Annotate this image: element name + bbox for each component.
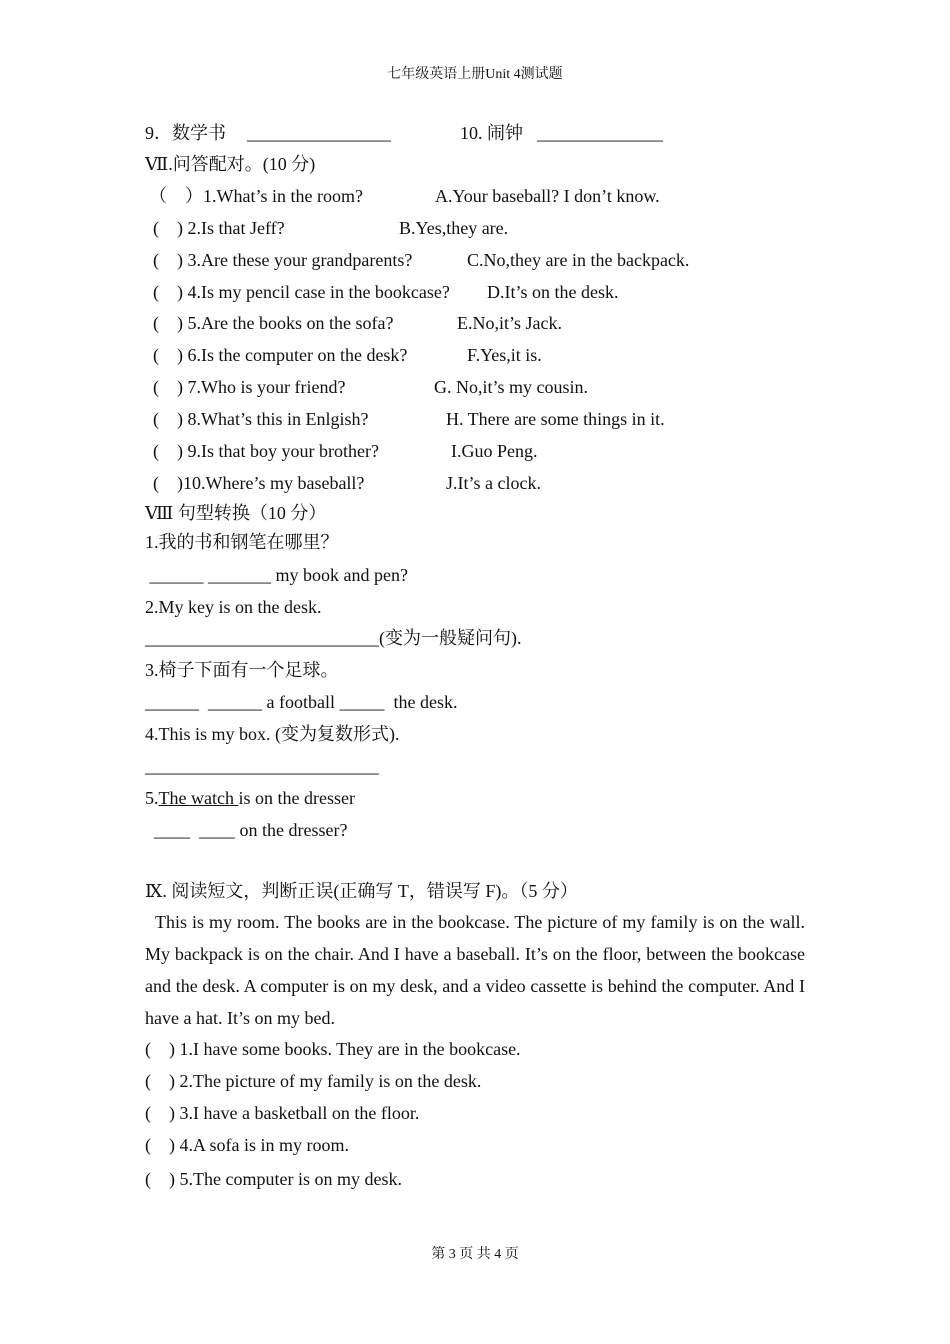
match-answer-g: G. No,it’s my cousin. [434,377,589,397]
transform-q1-answer: ______ _______ my book and pen? [145,565,408,585]
match-question-7: ( ) 7.Who is your friend? [153,377,346,397]
transform-q4: 4.This is my box. (变为复数形式). [145,724,400,744]
match-question-4: ( ) 4.Is my pencil case in the bookcase? [153,282,450,302]
match-question-8: ( ) 8.What’s this in Enlgish? [153,409,369,429]
transform-q3: 3.椅子下面有一个足球。 [145,660,339,680]
transform-q3-answer: ______ ______ a football _____ the desk. [145,692,458,712]
judge-statement-3: ( ) 3.I have a basketball on the floor. [145,1103,420,1123]
match-question-2: ( ) 2.Is that Jeff? [153,218,285,238]
match-answer-j: J.It’s a clock. [446,473,541,493]
match-answer-i: I.Guo Peng. [451,441,538,461]
transform-q5-answer: ____ ____ on the dresser? [145,820,348,840]
match-answer-e: E.No,it’s Jack. [457,313,562,333]
match-question-5: ( ) 5.Are the books on the sofa? [153,313,394,333]
section-7-title: Ⅶ.问答配对。(10 分) [145,154,316,174]
match-question-1: （ ）1.What’s in the room? [149,186,363,206]
transform-q4-answer: __________________________ [145,756,379,776]
match-answer-f: F.Yes,it is. [467,345,542,365]
match-answer-d: D.It’s on the desk. [487,282,619,302]
match-question-6: ( ) 6.Is the computer on the desk? [153,345,408,365]
transform-q5-underlined: The watch [158,788,239,808]
vocab-blank-9: ________________ [247,123,391,143]
transform-q5 [145,789,355,807]
transform-q5-number: 5. [145,788,159,808]
section-8-title: Ⅷ 句型转换（10 分） [145,503,327,523]
judge-statement-4: ( ) 4.A sofa is in my room. [145,1135,349,1155]
transform-q2: 2.My key is on the desk. [145,597,322,617]
vocab-item-10: 10. 闹钟 [460,123,523,143]
match-question-10: ( )10.Where’s my baseball? [153,473,365,493]
vocab-item-9: 9．数学书 [145,123,226,143]
page-footer: 第 3 页 共 4 页 [431,1247,519,1262]
section-9-title: Ⅸ. 阅读短文，判断正误(正确写 T，错误写 F)。（5 分） [145,881,578,901]
page-header: 七年级英语上册Unit 4测试题 [387,67,563,82]
match-answer-h: H. There are some things in it. [446,409,665,429]
transform-q5-rest: is on the dresser [238,788,355,808]
match-answer-b: B.Yes,they are. [399,218,509,238]
match-answer-c: C.No,they are in the backpack. [467,250,690,270]
judge-statement-1: ( ) 1.I have some books. They are in the bookcase. [145,1039,521,1059]
transform-q1: 1.我的书和钢笔在哪里？ [145,532,339,552]
transform-q2-answer: __________________________(变为一般疑问句). [145,628,522,648]
judge-statement-2: ( ) 2.The picture of my family is on the desk. [145,1071,482,1091]
match-question-9: ( ) 9.Is that boy your brother? [153,441,379,461]
match-question-3: ( ) 3.Are these your grandparents? [153,250,413,270]
match-answer-a: A.Your baseball? I don’t know. [435,186,660,206]
reading-passage: This is my room. The books are in the bookcase. The picture of my family is on the wall. My backpack is on the chair. And I have a baseball. It’s on the floor, between the bookcase and the desk. A computer is on my desk, and a video cassette is behind the computer. And I have a hat. It’s on my bed. [145,912,805,1028]
judge-statement-5: ( ) 5.The computer is on my desk. [145,1169,402,1189]
vocab-blank-10: ______________ [537,123,663,143]
